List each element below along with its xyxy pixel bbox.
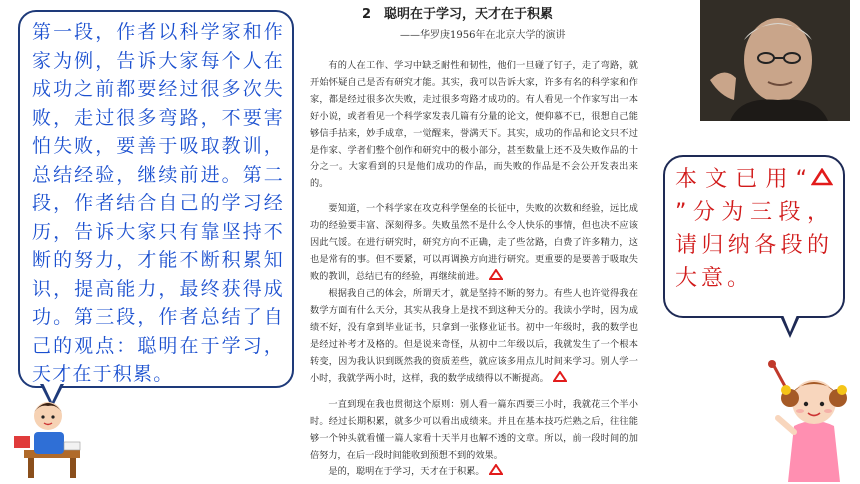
instruction-text: 本文已用“”分为三段，请归纳各段的大意。 (675, 167, 833, 291)
boy-reading-illustration (6, 392, 86, 480)
article-title: 2 聪明在于学习，天才在于积累 (362, 7, 554, 22)
summary-speech-bubble (18, 10, 294, 388)
instruction-speech-bubble (663, 155, 845, 318)
girl-pointer-illustration (760, 356, 858, 482)
triangle-marker-icon (553, 371, 567, 382)
article-page (300, 0, 648, 484)
article-paragraph-4: 一直到现在我也贯彻这个原则：别人看一篇东西要三小时，我就花三个半小时。经过长期积累，就多少可以看出成绩来。并且在基本技巧烂熟之后，往往能够一个钟头就看懂一篇人家看十天半月也解不透的文章。所以，前一段时间的加倍努力，在后一段时间能收到预想不到的效果。 (310, 399, 638, 461)
summary-text: 第一段，作者以科学家和作家为例，告诉大家每个人在成功之前都要经过很多次失败，走过很多弯路，不要害怕失败，要善于吸取教训，总结经验，继续前进。第二段，作者结合自己的学习经历，告诉大家只有靠坚持不断的努力，才能不断积累知识，提高能力，最终获得成功。第三段，作者总结了自己的观点：聪明在于学习，天才在于积累。 (32, 21, 284, 385)
triangle-marker-icon (489, 464, 503, 475)
article-paragraph-5: 是的，聪明在于学习，天才在于积累。 (310, 464, 638, 481)
article-paragraph-3: 根据我自己的体会，所谓天才，就是坚持不断的努力。有些人也许觉得我在数学方面有什么天分，其实从我身上是找不到这种天分的。我读小学时，因为成绩不好，没有拿到毕业证书，只拿到一张修业证书。初中一年级时，我的数学也是经过补考才及格的。但是说来奇怪，从初中二年级以后，我就发生了一个根本转变，因为我认识到既然我的资质差些，就应该多用点儿时间来学习。别人学一小时，我就学两小时，这样，我的数学成绩得以不断提高。 (310, 288, 638, 384)
scientist-portrait (700, 0, 850, 121)
article-subtitle: ——华罗庚1956年在北京大学的演讲 (400, 30, 566, 41)
article-paragraph-2: 要知道，一个科学家在攻克科学堡垒的长征中，失败的次数和经验，远比成功的经验要丰富、深刻得多。失败虽然不是什么令人快乐的事情，但也决不应该因此气馁。在进行研究时，研究方向不正确，走了些岔路，白费了许多精力，这也是常有的事。但不要紧，可以再调换方向进行研究。更重要的是要善于吸取失败的教训，总结已有的经验，再继续前进。 (310, 203, 638, 282)
triangle-marker-icon (811, 168, 833, 186)
article-paragraph-1: 有的人在工作、学习中缺乏耐性和韧性，他们一旦碰了钉子，走了弯路，就开始怀疑自己是否有研究才能。其实，我可以告诉大家，许多有名的科学家和作家，都是经过很多次失败，走过很多弯路才成功的。有人看见一个作家写出一本好小说，或者看见一个科学家发表几篇有分量的论文，便仰慕不已，很想自己能够信手拈来，妙手成章，一觉醒来，誉满天下。其实，成功的作品和论文只不过是作家、学者们整个创作和研究中的极小部分，甚至数量上还不及失败作品的十分之一。大家看到的只是他们成功的作品，而失败的作品是不会公开发表出来的。 (310, 60, 638, 190)
triangle-marker-icon (489, 269, 503, 280)
